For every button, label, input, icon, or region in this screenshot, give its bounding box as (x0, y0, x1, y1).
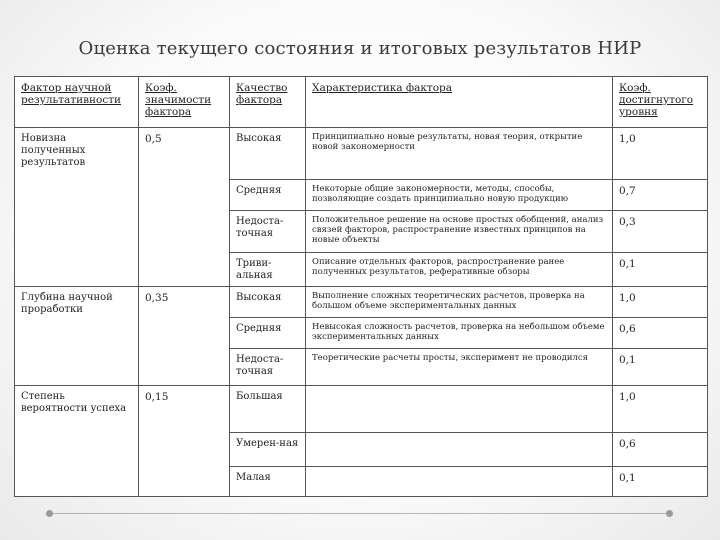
level-cell: 0,1 (613, 467, 708, 497)
weight-cell: 0,15 (139, 386, 230, 497)
table-header-row (15, 77, 708, 128)
quality-cell: Средняя (230, 180, 306, 211)
header-weight: Коэф. значимости фактора (139, 77, 230, 128)
weight-cell: 0,35 (139, 287, 230, 386)
level-cell: 1,0 (613, 386, 708, 433)
description-cell: Принципиально новые результаты, новая теория, открытие новой закономерности (306, 128, 613, 180)
quality-cell: Недоста-точная (230, 349, 306, 386)
nir-assessment-table (14, 76, 708, 497)
level-cell: 0,1 (613, 253, 708, 287)
header-level: Коэф. достигнутого уровня (613, 77, 708, 128)
footer-dot-left (46, 510, 53, 517)
description-cell: Теоретические расчеты просты, эксперимент не проводился (306, 349, 613, 386)
description-cell (306, 433, 613, 467)
quality-cell: Высокая (230, 128, 306, 180)
header-factor: Фактор научной результативности (15, 77, 139, 128)
level-cell: 0,6 (613, 433, 708, 467)
level-cell: 0,3 (613, 211, 708, 253)
factor-cell: Степень вероятности успеха (15, 386, 139, 497)
level-cell: 1,0 (613, 287, 708, 318)
table-row (15, 287, 708, 318)
quality-cell: Средняя (230, 318, 306, 349)
header-quality: Качество фактора (230, 77, 306, 128)
header-description: Характеристика фактора (306, 77, 613, 128)
factor-cell: Новизна полученных результатов (15, 128, 139, 287)
description-cell: Положительное решение на основе простых обобщений, анализ связей факторов, распространение известных принципов на новые объекты (306, 211, 613, 253)
table-row (15, 128, 708, 180)
quality-cell: Умерен-ная (230, 433, 306, 467)
quality-cell: Большая (230, 386, 306, 433)
quality-cell: Высокая (230, 287, 306, 318)
description-cell (306, 386, 613, 433)
footer-dot-right (666, 510, 673, 517)
weight-cell: 0,5 (139, 128, 230, 287)
quality-cell: Малая (230, 467, 306, 497)
factor-cell: Глубина научной проработки (15, 287, 139, 386)
level-cell: 0,6 (613, 318, 708, 349)
description-cell: Описание отдельных факторов, распространение ранее полученных результатов, реферативные обзоры (306, 253, 613, 287)
description-cell (306, 467, 613, 497)
description-cell: Выполнение сложных теоретических расчетов, проверка на большом объеме экспериментальных данных (306, 287, 613, 318)
table-row (15, 386, 708, 433)
level-cell: 0,1 (613, 349, 708, 386)
quality-cell: Недоста-точная (230, 211, 306, 253)
slide-title: Оценка текущего состояния и итоговых результатов НИР (78, 38, 642, 59)
description-cell: Невысокая сложность расчетов, проверка на небольшом объеме экспериментальных данных (306, 318, 613, 349)
footer-divider (52, 513, 668, 514)
level-cell: 1,0 (613, 128, 708, 180)
description-cell: Некоторые общие закономерности, методы, способы, позволяющие создать принципиально новую продукцию (306, 180, 613, 211)
quality-cell: Триви-альная (230, 253, 306, 287)
level-cell: 0,7 (613, 180, 708, 211)
